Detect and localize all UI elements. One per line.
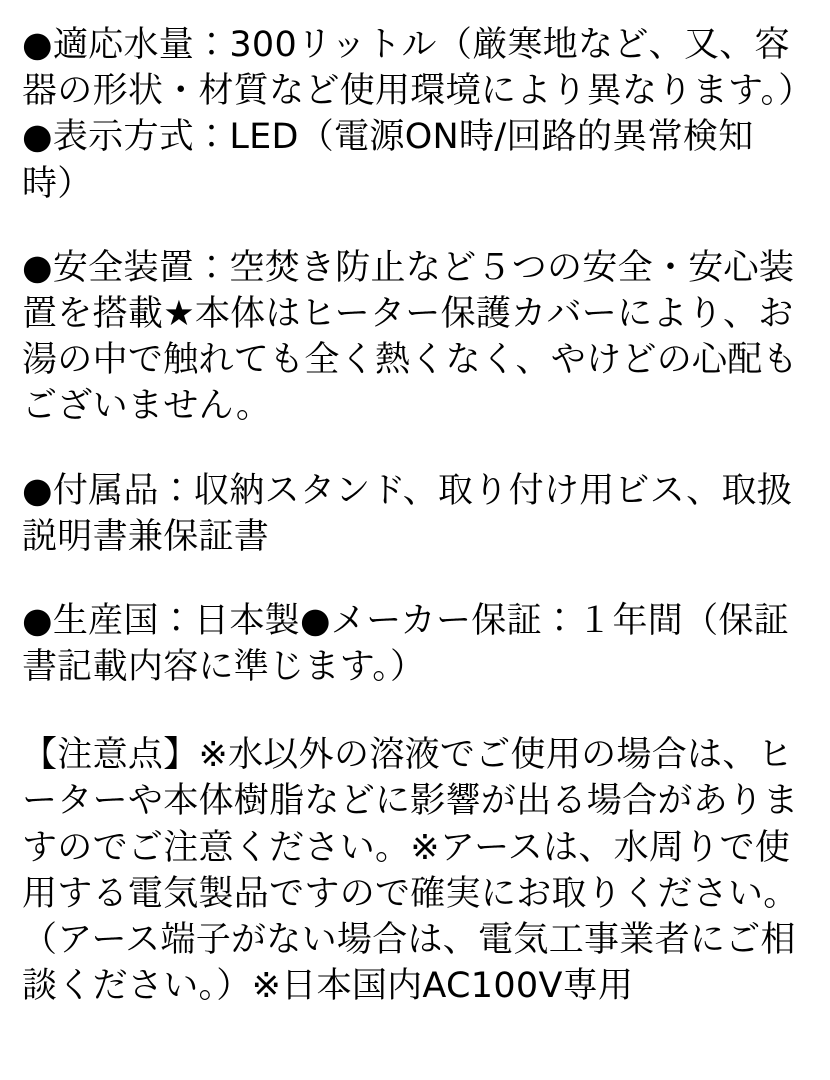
paragraph-origin-warranty: ●生産国：日本製●メーカー保証：１年間（保証書記載内容に準じます。） [22,600,789,688]
paragraph-specifications: ●適応水量：300リットル（厳寒地など、又、容器の形状・材質など使用環境により異なります。）●表示方式：LED（電源ON時/回路的異常検知時） [22,25,797,204]
paragraph-safety-devices: ●安全装置：空焚き防止など５つの安全・安心装置を搭載★本体はヒーター保護カバーにより、お湯の中で触れても全く熱くなく、やけどの心配もございません。 [22,247,798,427]
paragraph-accessories: ●付属品：収納スタンド、取り付け用ビス、取扱説明書兼保証書 [22,470,793,557]
paragraph-cautions: 【注意点】※水以外の溶液でご使用の場合は、ヒーターや本体樹脂などに影響が出る場合がありますのでご注意ください。※アースは、水周りで使用する電気製品ですので確実にお取りください。（アース端子がない場合は、電気工事業者にご相談ください。）※日本国内AC100V専用 [22,735,799,1007]
